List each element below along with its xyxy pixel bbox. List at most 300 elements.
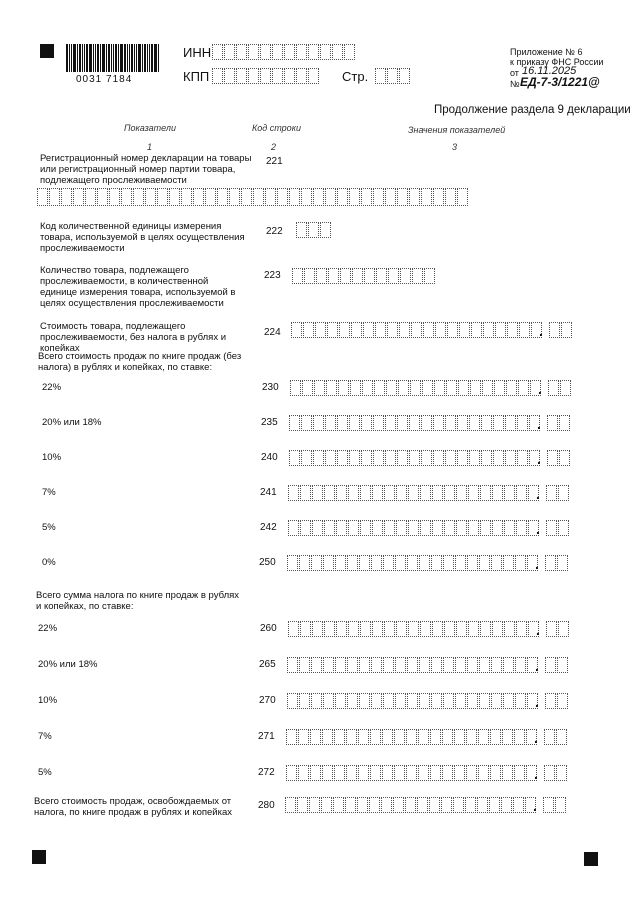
input-cell[interactable]	[557, 657, 568, 673]
inn-field[interactable]	[212, 44, 356, 60]
input-cell[interactable]	[543, 797, 554, 813]
input-cell[interactable]	[419, 657, 430, 673]
input-cell[interactable]	[432, 621, 443, 637]
row-235-kopecks[interactable]	[547, 415, 571, 431]
input-cell[interactable]	[396, 485, 407, 501]
input-cell[interactable]	[405, 797, 416, 813]
input-cell[interactable]	[299, 555, 310, 571]
input-cell[interactable]	[325, 450, 336, 466]
input-cell[interactable]	[459, 322, 470, 338]
input-cell[interactable]	[557, 555, 568, 571]
row-241-kopecks[interactable]	[546, 485, 570, 501]
input-cell[interactable]	[467, 693, 478, 709]
input-cell[interactable]	[399, 68, 410, 84]
input-cell[interactable]	[320, 44, 331, 60]
input-cell[interactable]	[547, 415, 558, 431]
input-cell[interactable]	[340, 268, 351, 284]
input-cell[interactable]	[291, 322, 302, 338]
row-242-kopecks[interactable]	[546, 520, 570, 536]
input-cell[interactable]	[493, 450, 504, 466]
input-cell[interactable]	[328, 268, 339, 284]
row-265-rubles[interactable]	[287, 657, 539, 673]
input-cell[interactable]	[289, 188, 300, 206]
input-cell[interactable]	[385, 188, 396, 206]
input-cell[interactable]	[433, 415, 444, 431]
input-cell[interactable]	[285, 797, 296, 813]
input-cell[interactable]	[313, 450, 324, 466]
input-cell[interactable]	[411, 322, 422, 338]
input-cell[interactable]	[241, 188, 252, 206]
input-cell[interactable]	[555, 797, 566, 813]
row-240-kopecks[interactable]	[547, 450, 571, 466]
input-cell[interactable]	[288, 621, 299, 637]
row-260-rubles[interactable]	[288, 621, 540, 637]
input-cell[interactable]	[386, 380, 397, 396]
input-cell[interactable]	[383, 693, 394, 709]
input-cell[interactable]	[321, 797, 332, 813]
input-cell[interactable]	[311, 657, 322, 673]
input-cell[interactable]	[310, 765, 321, 781]
input-cell[interactable]	[292, 268, 303, 284]
input-cell[interactable]	[407, 657, 418, 673]
input-cell[interactable]	[224, 44, 235, 60]
input-cell[interactable]	[360, 621, 371, 637]
input-cell[interactable]	[300, 520, 311, 536]
input-cell[interactable]	[287, 693, 298, 709]
input-cell[interactable]	[387, 322, 398, 338]
input-cell[interactable]	[423, 322, 434, 338]
input-cell[interactable]	[212, 44, 223, 60]
input-cell[interactable]	[406, 765, 417, 781]
input-cell[interactable]	[248, 68, 259, 84]
input-cell[interactable]	[347, 693, 358, 709]
input-cell[interactable]	[370, 729, 381, 745]
input-cell[interactable]	[277, 188, 288, 206]
input-cell[interactable]	[441, 797, 452, 813]
input-cell[interactable]	[490, 765, 501, 781]
row-271-rubles[interactable]	[286, 729, 538, 745]
input-cell[interactable]	[469, 450, 480, 466]
input-cell[interactable]	[217, 188, 228, 206]
input-cell[interactable]	[491, 693, 502, 709]
input-cell[interactable]	[513, 797, 524, 813]
input-cell[interactable]	[324, 621, 335, 637]
input-cell[interactable]	[514, 729, 525, 745]
input-cell[interactable]	[373, 188, 384, 206]
input-cell[interactable]	[325, 188, 336, 206]
input-cell[interactable]	[467, 657, 478, 673]
input-cell[interactable]	[359, 555, 370, 571]
input-cell[interactable]	[470, 380, 481, 396]
input-cell[interactable]	[517, 450, 528, 466]
input-cell[interactable]	[387, 68, 398, 84]
input-cell[interactable]	[445, 188, 456, 206]
input-cell[interactable]	[376, 268, 387, 284]
input-cell[interactable]	[503, 555, 514, 571]
input-cell[interactable]	[430, 765, 441, 781]
input-cell[interactable]	[443, 657, 454, 673]
input-cell[interactable]	[373, 415, 384, 431]
input-cell[interactable]	[409, 450, 420, 466]
input-cell[interactable]	[457, 415, 468, 431]
input-cell[interactable]	[432, 485, 443, 501]
input-cell[interactable]	[97, 188, 108, 206]
input-cell[interactable]	[371, 657, 382, 673]
input-cell[interactable]	[558, 485, 569, 501]
input-cell[interactable]	[545, 657, 556, 673]
input-cell[interactable]	[393, 797, 404, 813]
input-cell[interactable]	[371, 555, 382, 571]
input-cell[interactable]	[325, 415, 336, 431]
input-cell[interactable]	[304, 268, 315, 284]
input-cell[interactable]	[327, 322, 338, 338]
input-cell[interactable]	[544, 765, 555, 781]
input-cell[interactable]	[334, 729, 345, 745]
input-cell[interactable]	[212, 68, 223, 84]
input-cell[interactable]	[334, 765, 345, 781]
input-cell[interactable]	[308, 222, 319, 238]
input-cell[interactable]	[446, 380, 457, 396]
input-cell[interactable]	[494, 380, 505, 396]
input-cell[interactable]	[558, 520, 569, 536]
input-cell[interactable]	[557, 693, 568, 709]
input-cell[interactable]	[481, 415, 492, 431]
input-cell[interactable]	[561, 322, 572, 338]
input-cell[interactable]	[248, 44, 259, 60]
input-cell[interactable]	[296, 222, 307, 238]
row-230-kopecks[interactable]	[548, 380, 572, 396]
input-cell[interactable]	[515, 657, 526, 673]
input-cell[interactable]	[338, 380, 349, 396]
input-cell[interactable]	[545, 693, 556, 709]
input-cell[interactable]	[444, 485, 455, 501]
input-cell[interactable]	[121, 188, 132, 206]
input-cell[interactable]	[467, 555, 478, 571]
input-cell[interactable]	[316, 268, 327, 284]
input-cell[interactable]	[408, 485, 419, 501]
input-cell[interactable]	[145, 188, 156, 206]
input-cell[interactable]	[312, 520, 323, 536]
input-cell[interactable]	[314, 380, 325, 396]
input-cell[interactable]	[260, 44, 271, 60]
input-cell[interactable]	[382, 765, 393, 781]
input-cell[interactable]	[479, 657, 490, 673]
row-271-kopecks[interactable]	[544, 729, 568, 745]
input-cell[interactable]	[491, 555, 502, 571]
input-cell[interactable]	[260, 68, 271, 84]
input-cell[interactable]	[315, 322, 326, 338]
input-cell[interactable]	[265, 188, 276, 206]
input-cell[interactable]	[466, 765, 477, 781]
input-cell[interactable]	[495, 322, 506, 338]
input-cell[interactable]	[336, 621, 347, 637]
input-cell[interactable]	[546, 621, 557, 637]
input-cell[interactable]	[456, 520, 467, 536]
page-number-field[interactable]	[375, 68, 411, 84]
row-272-kopecks[interactable]	[544, 765, 568, 781]
input-cell[interactable]	[320, 222, 331, 238]
input-cell[interactable]	[429, 797, 440, 813]
input-cell[interactable]	[479, 693, 490, 709]
input-cell[interactable]	[337, 450, 348, 466]
input-cell[interactable]	[349, 415, 360, 431]
row-265-kopecks[interactable]	[545, 657, 569, 673]
row-224-kopecks[interactable]	[549, 322, 573, 338]
input-cell[interactable]	[287, 657, 298, 673]
input-cell[interactable]	[421, 450, 432, 466]
input-cell[interactable]	[326, 380, 337, 396]
input-cell[interactable]	[49, 188, 60, 206]
input-cell[interactable]	[505, 415, 516, 431]
input-cell[interactable]	[348, 621, 359, 637]
input-cell[interactable]	[333, 797, 344, 813]
input-cell[interactable]	[312, 485, 323, 501]
input-cell[interactable]	[421, 415, 432, 431]
input-cell[interactable]	[336, 520, 347, 536]
input-cell[interactable]	[443, 693, 454, 709]
input-cell[interactable]	[335, 555, 346, 571]
input-cell[interactable]	[410, 380, 421, 396]
input-cell[interactable]	[468, 621, 479, 637]
input-cell[interactable]	[458, 380, 469, 396]
input-cell[interactable]	[332, 44, 343, 60]
input-cell[interactable]	[360, 520, 371, 536]
input-cell[interactable]	[547, 450, 558, 466]
input-cell[interactable]	[479, 555, 490, 571]
input-cell[interactable]	[37, 188, 48, 206]
input-cell[interactable]	[396, 621, 407, 637]
row-230-rubles[interactable]	[290, 380, 542, 396]
row-222-field[interactable]	[296, 222, 332, 238]
input-cell[interactable]	[514, 765, 525, 781]
row-241-rubles[interactable]	[288, 485, 540, 501]
input-cell[interactable]	[324, 520, 335, 536]
input-cell[interactable]	[301, 450, 312, 466]
input-cell[interactable]	[478, 765, 489, 781]
row-260-kopecks[interactable]	[546, 621, 570, 637]
input-cell[interactable]	[408, 621, 419, 637]
input-cell[interactable]	[385, 450, 396, 466]
input-cell[interactable]	[300, 485, 311, 501]
input-cell[interactable]	[349, 450, 360, 466]
input-cell[interactable]	[419, 555, 430, 571]
input-cell[interactable]	[492, 621, 503, 637]
input-cell[interactable]	[388, 268, 399, 284]
input-cell[interactable]	[468, 520, 479, 536]
input-cell[interactable]	[478, 729, 489, 745]
input-cell[interactable]	[465, 797, 476, 813]
input-cell[interactable]	[455, 657, 466, 673]
input-cell[interactable]	[323, 657, 334, 673]
input-cell[interactable]	[516, 520, 527, 536]
input-cell[interactable]	[299, 657, 310, 673]
input-cell[interactable]	[503, 693, 514, 709]
input-cell[interactable]	[357, 797, 368, 813]
input-cell[interactable]	[442, 765, 453, 781]
input-cell[interactable]	[301, 415, 312, 431]
input-cell[interactable]	[300, 621, 311, 637]
input-cell[interactable]	[406, 729, 417, 745]
input-cell[interactable]	[302, 380, 313, 396]
input-cell[interactable]	[454, 765, 465, 781]
input-cell[interactable]	[383, 657, 394, 673]
input-cell[interactable]	[344, 44, 355, 60]
input-cell[interactable]	[409, 415, 420, 431]
row-235-rubles[interactable]	[289, 415, 541, 431]
input-cell[interactable]	[503, 657, 514, 673]
input-cell[interactable]	[400, 268, 411, 284]
input-cell[interactable]	[420, 485, 431, 501]
input-cell[interactable]	[359, 693, 370, 709]
input-cell[interactable]	[412, 268, 423, 284]
input-cell[interactable]	[481, 450, 492, 466]
input-cell[interactable]	[420, 520, 431, 536]
input-cell[interactable]	[396, 520, 407, 536]
input-cell[interactable]	[469, 415, 480, 431]
input-cell[interactable]	[370, 765, 381, 781]
input-cell[interactable]	[559, 415, 570, 431]
input-cell[interactable]	[435, 322, 446, 338]
input-cell[interactable]	[546, 520, 557, 536]
input-cell[interactable]	[408, 520, 419, 536]
input-cell[interactable]	[504, 621, 515, 637]
input-cell[interactable]	[457, 450, 468, 466]
input-cell[interactable]	[229, 188, 240, 206]
input-cell[interactable]	[399, 322, 410, 338]
input-cell[interactable]	[447, 322, 458, 338]
input-cell[interactable]	[558, 621, 569, 637]
input-cell[interactable]	[373, 450, 384, 466]
input-cell[interactable]	[519, 322, 530, 338]
input-cell[interactable]	[361, 415, 372, 431]
input-cell[interactable]	[504, 520, 515, 536]
input-cell[interactable]	[348, 520, 359, 536]
input-cell[interactable]	[502, 765, 513, 781]
kpp-field[interactable]	[212, 68, 320, 84]
input-cell[interactable]	[272, 44, 283, 60]
input-cell[interactable]	[517, 415, 528, 431]
input-cell[interactable]	[432, 520, 443, 536]
input-cell[interactable]	[489, 797, 500, 813]
input-cell[interactable]	[358, 765, 369, 781]
input-cell[interactable]	[492, 485, 503, 501]
input-cell[interactable]	[181, 188, 192, 206]
input-cell[interactable]	[349, 188, 360, 206]
input-cell[interactable]	[298, 765, 309, 781]
input-cell[interactable]	[335, 693, 346, 709]
row-280-rubles[interactable]	[285, 797, 537, 813]
input-cell[interactable]	[375, 322, 386, 338]
input-cell[interactable]	[516, 621, 527, 637]
input-cell[interactable]	[345, 797, 356, 813]
input-cell[interactable]	[394, 729, 405, 745]
input-cell[interactable]	[480, 520, 491, 536]
input-cell[interactable]	[506, 380, 517, 396]
input-cell[interactable]	[224, 68, 235, 84]
input-cell[interactable]	[253, 188, 264, 206]
input-cell[interactable]	[372, 485, 383, 501]
input-cell[interactable]	[61, 188, 72, 206]
input-cell[interactable]	[477, 797, 488, 813]
input-cell[interactable]	[362, 380, 373, 396]
input-cell[interactable]	[454, 729, 465, 745]
input-cell[interactable]	[303, 322, 314, 338]
input-cell[interactable]	[301, 188, 312, 206]
input-cell[interactable]	[284, 68, 295, 84]
input-cell[interactable]	[445, 415, 456, 431]
row-270-kopecks[interactable]	[545, 693, 569, 709]
input-cell[interactable]	[372, 520, 383, 536]
row-272-rubles[interactable]	[286, 765, 538, 781]
input-cell[interactable]	[288, 520, 299, 536]
input-cell[interactable]	[324, 485, 335, 501]
input-cell[interactable]	[384, 520, 395, 536]
row-224-rubles[interactable]	[291, 322, 543, 338]
input-cell[interactable]	[549, 322, 560, 338]
input-cell[interactable]	[384, 485, 395, 501]
input-cell[interactable]	[546, 485, 557, 501]
input-cell[interactable]	[397, 188, 408, 206]
input-cell[interactable]	[431, 693, 442, 709]
input-cell[interactable]	[515, 555, 526, 571]
input-cell[interactable]	[358, 729, 369, 745]
input-cell[interactable]	[296, 44, 307, 60]
input-cell[interactable]	[337, 415, 348, 431]
input-cell[interactable]	[360, 485, 371, 501]
input-cell[interactable]	[361, 450, 372, 466]
input-cell[interactable]	[504, 485, 515, 501]
input-cell[interactable]	[455, 693, 466, 709]
row-223-field[interactable]	[292, 268, 436, 284]
input-cell[interactable]	[420, 621, 431, 637]
input-cell[interactable]	[193, 188, 204, 206]
input-cell[interactable]	[382, 729, 393, 745]
row-250-rubles[interactable]	[287, 555, 539, 571]
input-cell[interactable]	[456, 485, 467, 501]
input-cell[interactable]	[480, 485, 491, 501]
input-cell[interactable]	[507, 322, 518, 338]
input-cell[interactable]	[236, 68, 247, 84]
input-cell[interactable]	[397, 450, 408, 466]
input-cell[interactable]	[515, 693, 526, 709]
input-cell[interactable]	[431, 555, 442, 571]
input-cell[interactable]	[298, 729, 309, 745]
input-cell[interactable]	[501, 797, 512, 813]
input-cell[interactable]	[395, 693, 406, 709]
input-cell[interactable]	[480, 621, 491, 637]
input-cell[interactable]	[313, 415, 324, 431]
input-cell[interactable]	[335, 657, 346, 673]
input-cell[interactable]	[359, 657, 370, 673]
input-cell[interactable]	[322, 729, 333, 745]
input-cell[interactable]	[491, 657, 502, 673]
input-cell[interactable]	[288, 485, 299, 501]
input-cell[interactable]	[352, 268, 363, 284]
input-cell[interactable]	[361, 188, 372, 206]
input-cell[interactable]	[466, 729, 477, 745]
row-270-rubles[interactable]	[287, 693, 539, 709]
input-cell[interactable]	[421, 188, 432, 206]
input-cell[interactable]	[363, 322, 374, 338]
input-cell[interactable]	[471, 322, 482, 338]
row-242-rubles[interactable]	[288, 520, 540, 536]
input-cell[interactable]	[339, 322, 350, 338]
input-cell[interactable]	[417, 797, 428, 813]
input-cell[interactable]	[434, 380, 445, 396]
input-cell[interactable]	[336, 485, 347, 501]
input-cell[interactable]	[313, 188, 324, 206]
input-cell[interactable]	[493, 415, 504, 431]
